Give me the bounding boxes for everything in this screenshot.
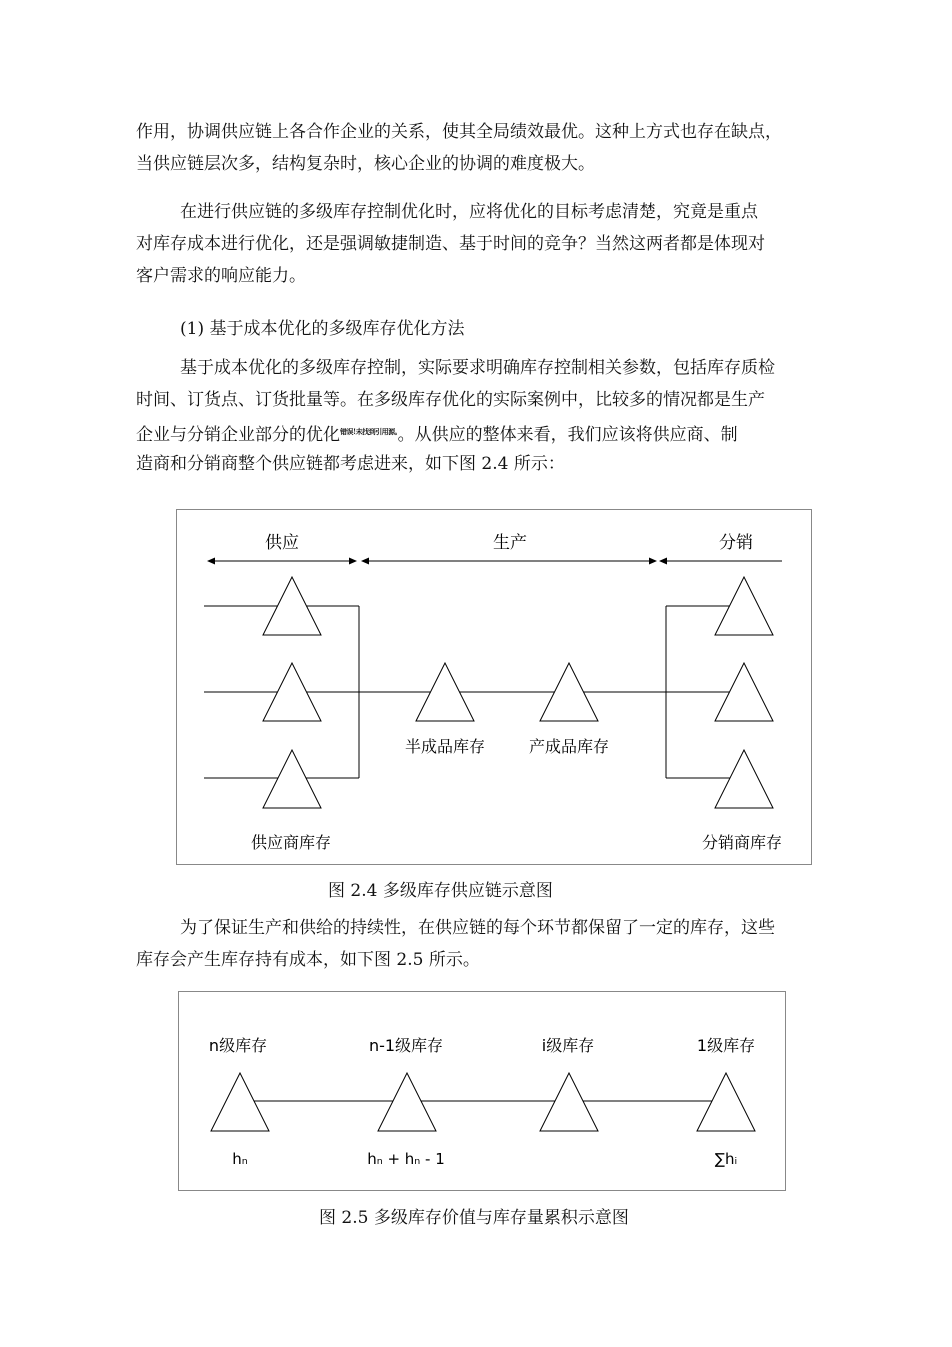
label-distributor-inventory: 分销商库存 [701,833,783,852]
text-line: 在进行供应链的多级库存控制优化时，应将优化的目标考虑清楚，究竟是重点 [180,202,758,222]
text-line: 当供应链层次多，结构复杂时，核心企业的协调的难度极大。 [136,154,595,174]
value-level-n: hₙ [232,1150,248,1168]
text-line: 作用，协调供应链上各合作企业的关系，使其全局绩效最优。这种上方式也存在缺点， [136,122,782,142]
text-line: 基于成本优化的多级库存控制，实际要求明确库存控制相关参数，包括库存质检 [180,358,775,378]
value-level-n-minus-1: hₙ + hₙ - 1 [367,1150,445,1168]
figure-2-4-diagram [176,509,812,865]
paragraph-3 [136,352,840,480]
label-level-n: n级库存 [208,1036,268,1055]
label-semi-finished-inventory: 半成品库存 [404,737,486,756]
value-level-1-sum: ∑hᵢ [714,1150,738,1168]
text-line [136,416,840,448]
paragraph-2 [136,196,840,292]
text-line: 造商和分销商整个供应链都考虑进来，如下图 2.4 所示： [136,454,565,474]
label-level-i: i级库存 [541,1036,595,1055]
text-line: 客户需求的响应能力。 [136,266,306,286]
stage-label-supply: 供应 [265,533,299,553]
text-segment: 企业与分销企业部分的优化 [136,425,340,445]
label-level-n-minus-1: n-1级库存 [368,1036,444,1055]
stage-label-production: 生产 [493,533,527,553]
figure-frame [177,510,812,865]
text-line: 为了保证生产和供给的持续性，在供应链的每个环节都保留了一定的库存，这些 [180,918,775,938]
reference-error-note[interactable]: 错误!未找到引用源。 [340,427,398,436]
text-line: 时间、订货点、订货批量等。在多级库存优化的实际案例中，比较多的情况都是生产 [136,390,765,410]
text-line: 库存会产生库存持有成本，如下图 2.5 所示。 [136,950,480,970]
label-finished-inventory: 产成品库存 [528,737,610,756]
heading-text: (1) 基于成本优化的多级库存优化方法 [180,319,465,339]
label-level-1: 1级库存 [696,1036,756,1055]
figure-frame [179,992,786,1191]
label-supplier-inventory: 供应商库存 [250,833,332,852]
section-heading [136,313,840,345]
text-line: 对库存成本进行优化，还是强调敏捷制造、基于时间的竞争？当然这两者都是体现对 [136,234,765,254]
figure-2-5-diagram [178,991,788,1192]
figure-2-5-caption: 图 2.5 多级库存价值与库存量累积示意图 [319,1208,629,1228]
stage-label-distribution: 分销 [719,533,753,553]
paragraph-4 [136,912,840,976]
figure-2-4-caption: 图 2.4 多级库存供应链示意图 [328,881,553,901]
paragraph-1 [136,116,840,180]
text-segment: 。从供应的整体来看，我们应该将供应商、制 [397,425,738,445]
